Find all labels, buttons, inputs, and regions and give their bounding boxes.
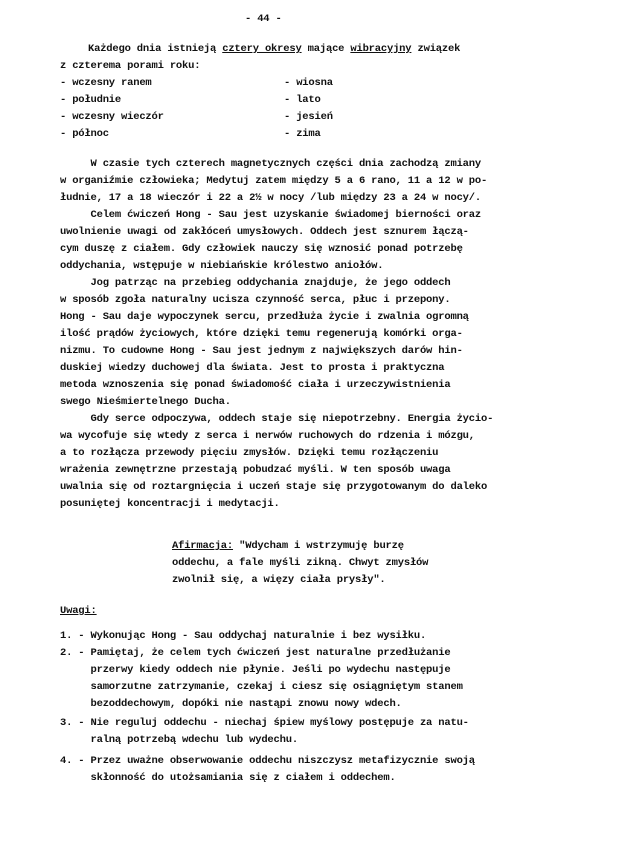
body-line: wa wycofuje się wtedy z serca i nerwów ruchowych do rdzenia i mózgu, bbox=[60, 430, 475, 442]
note-line: samorzutne zatrzymanie, czekaj i ciesz się osiągniętym stanem bbox=[60, 681, 463, 693]
body-line: nizmu. To cudowne Hong - Sau jest jednym z największych darów hin- bbox=[60, 345, 463, 357]
season-label: - jesień bbox=[284, 111, 333, 123]
affirmation-line-1 bbox=[172, 540, 404, 552]
note-line: 3. - Nie reguluj oddechu - niechaj śpiew myślowy postępuje za natu- bbox=[60, 717, 469, 729]
body-line: W czasie tych czterech magnetycznych części dnia zachodzą zmiany bbox=[60, 158, 481, 170]
season-label: - wiosna bbox=[284, 77, 333, 89]
time-label: - wczesny wieczór bbox=[60, 111, 164, 123]
body-line: ilość prądów życiowych, które dzięki temu regenerują komórki orga- bbox=[60, 328, 463, 340]
affirmation-line-2: oddechu, a fale myśli zikną. Chwyt zmysłów bbox=[172, 557, 429, 569]
notes-heading: Uwagi: bbox=[60, 605, 97, 617]
note-line: ralną potrzebą wdechu lub wydechu. bbox=[60, 734, 298, 746]
body-line: duskiej wiedzy duchowej dla świata. Jest to prosta i praktyczna bbox=[60, 362, 445, 374]
body-line: a to rozłącza przewody pięciu zmysłów. Dzięki temu rozłączeniu bbox=[60, 447, 439, 459]
season-label: - zima bbox=[284, 128, 321, 140]
intro-text-mid: mające bbox=[301, 43, 351, 55]
body-line: cym duszę z ciałem. Gdy człowiek nauczy się wznosić ponad potrzebę bbox=[60, 243, 463, 255]
body-line: oddychania, wstępuje w niebiańskie królestwo aniołów. bbox=[60, 260, 384, 272]
note-line: 2. - Pamiętaj, że celem tych ćwiczeń jest naturalne przedłużanie bbox=[60, 647, 451, 659]
note-line: 4. - Przez uważne obserwowanie oddechu niszczysz metafizycznie swoją bbox=[60, 755, 475, 767]
note-line: 1. - Wykonując Hong - Sau oddychaj naturalnie i bez wysiłku. bbox=[60, 630, 427, 642]
note-line: bezoddechowym, dopóki nie nastąpi znowu nowy wdech. bbox=[60, 698, 402, 710]
body-line: w sposób zgoła naturalny ucisza czynność serca, płuc i przepony. bbox=[60, 294, 451, 306]
body-line: Hong - Sau daje wypoczynek sercu, przedłuża życie i zwalnia ogromną bbox=[60, 311, 469, 323]
body-line: Gdy serce odpoczywa, oddech staje się niepotrzebny. Energia życio- bbox=[60, 413, 494, 425]
body-line: uwolnienie uwagi od zakłóceń umysłowych. Oddech jest sznurem łączą- bbox=[60, 226, 469, 238]
intro-line-2: z czterema porami roku: bbox=[60, 60, 201, 72]
body-line: w organiźmie człowieka; Medytuj zatem między 5 a 6 rano, 11 a 12 w po- bbox=[60, 175, 488, 187]
body-line: uwalnia się od roztargnięcia i uczeń staje się przygotowanym do daleko bbox=[60, 481, 488, 493]
intro-underlined-periods: cztery okresy bbox=[222, 43, 302, 55]
intro-text-post: związek bbox=[411, 43, 461, 55]
affirmation-line-3: zwolnił się, a więzy ciała prysły". bbox=[172, 574, 386, 586]
time-label: - wczesny ranem bbox=[60, 77, 152, 89]
affirmation-label: Afirmacja: bbox=[172, 540, 234, 552]
intro-underlined-vibrational: wibracyjny bbox=[350, 43, 412, 55]
affirmation-text: "Wdycham i wstrzymuję burzę bbox=[233, 540, 404, 552]
body-line: metoda wznoszenia się ponad świadomość ciała i urzeczywistnienia bbox=[60, 379, 451, 391]
note-line: przerwy kiedy oddech nie płynie. Jeśli po wydechu następuje bbox=[60, 664, 451, 676]
note-line: skłonność do utożsamiania się z ciałem i oddechem. bbox=[60, 772, 396, 784]
page-number: - 44 - bbox=[245, 13, 282, 25]
body-line: Jog patrząc na przebieg oddychania znajduje, że jego oddech bbox=[60, 277, 451, 289]
time-label: - południe bbox=[60, 94, 122, 106]
body-line: swego Nieśmiertelnego Ducha. bbox=[60, 396, 231, 408]
time-label: - północ bbox=[60, 128, 109, 140]
intro-line-1 bbox=[88, 43, 460, 55]
season-label: - lato bbox=[284, 94, 321, 106]
body-line: posuniętej koncentracji i medytacji. bbox=[60, 498, 280, 510]
intro-text-pre: Każdego dnia istnieją bbox=[88, 43, 223, 55]
body-line: wrażenia zewnętrzne przestają pobudzać myśli. W ten sposób uwaga bbox=[60, 464, 451, 476]
body-line: Celem ćwiczeń Hong - Sau jest uzyskanie świadomej bierności oraz bbox=[60, 209, 481, 221]
body-line: łudnie, 17 a 18 wieczór i 22 a 2½ w nocy /lub między 23 a 24 w nocy/. bbox=[60, 192, 481, 204]
